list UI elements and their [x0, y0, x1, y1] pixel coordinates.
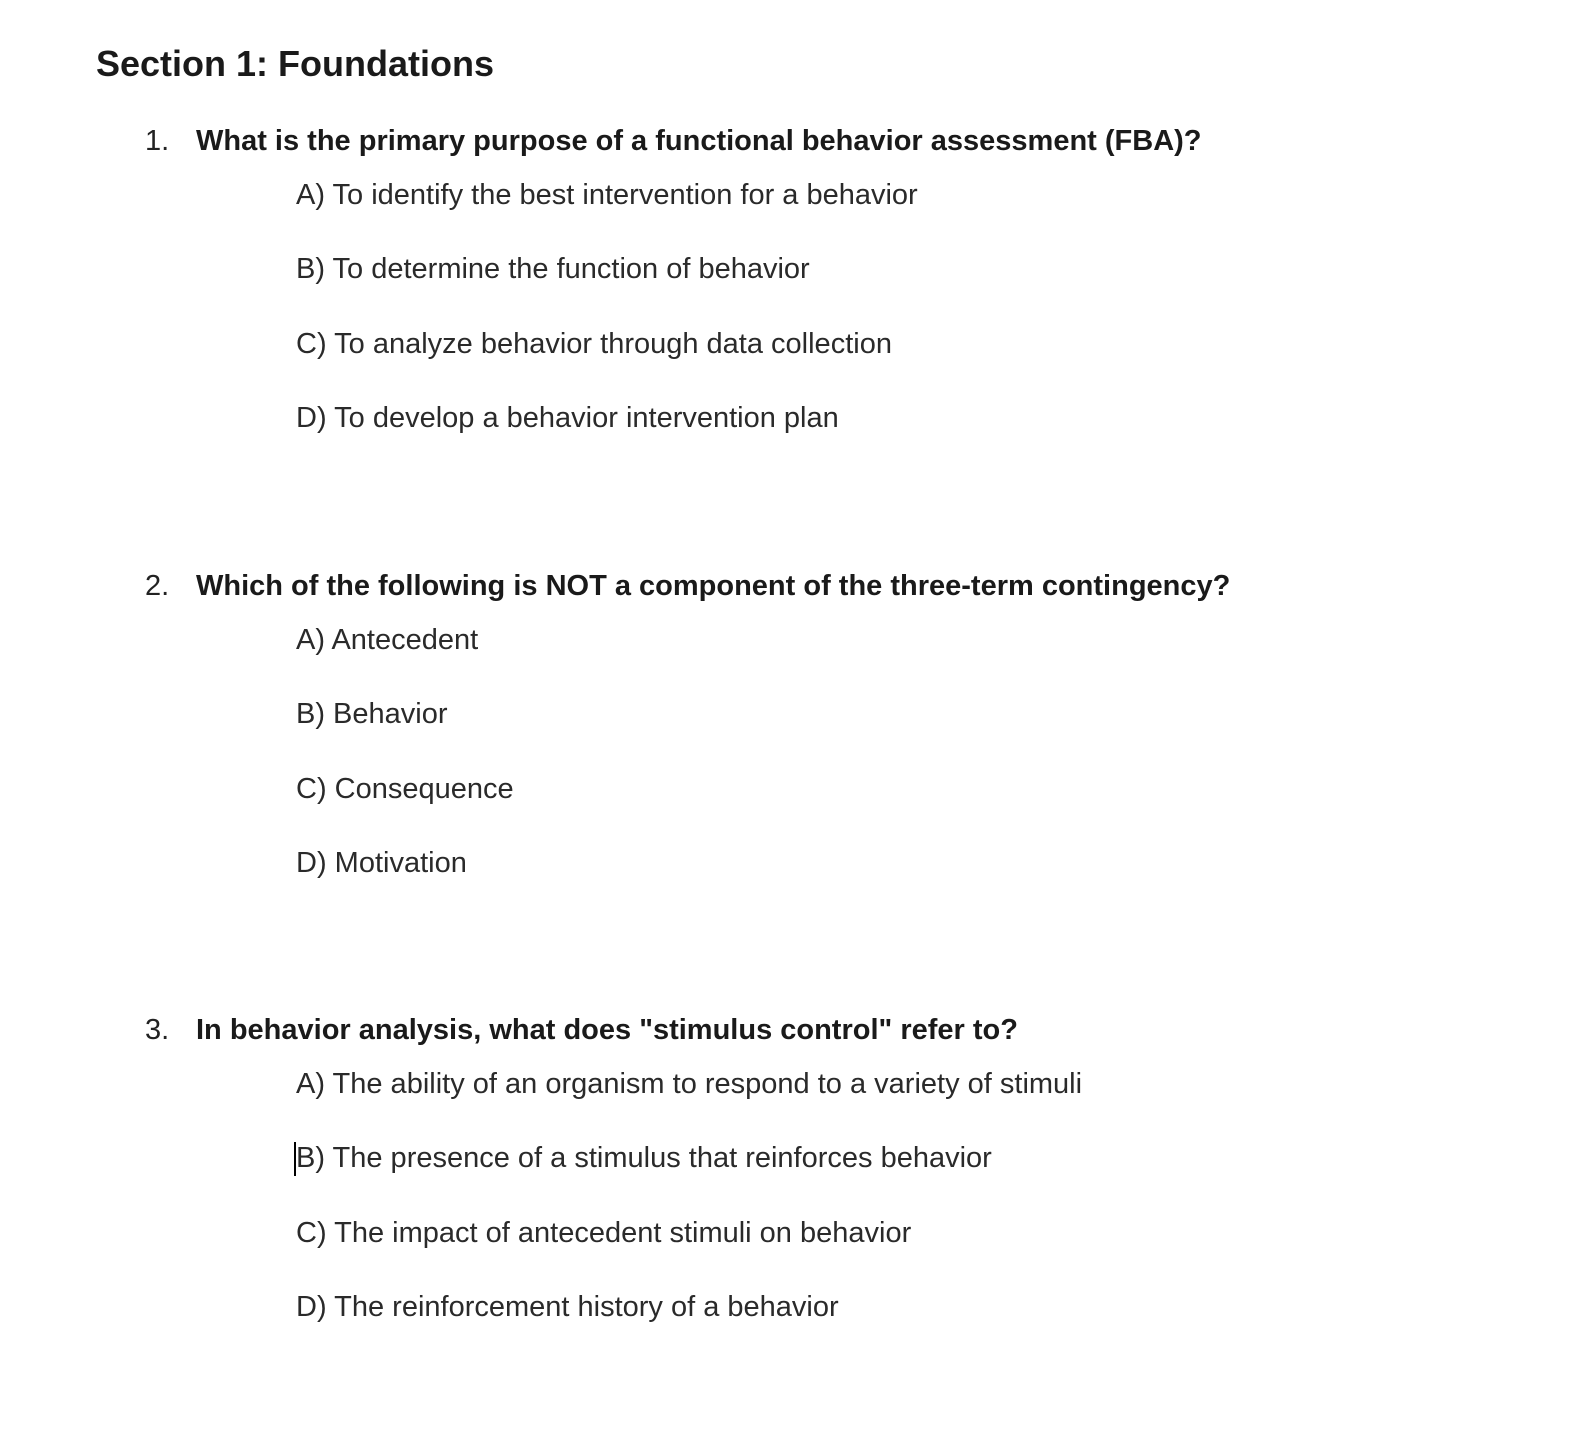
option-a: A) To identify the best intervention for a behavior: [296, 179, 918, 211]
question-header: [0, 121, 1588, 161]
question-2: [0, 566, 1588, 879]
option-d: D) To develop a behavior intervention plan: [296, 401, 839, 434]
question-number: 2.: [145, 570, 170, 602]
option-c: C) The impact of antecedent stimuli on behavior: [296, 1216, 912, 1249]
option-b: B) To determine the function of behavior: [296, 253, 810, 286]
section-title: Section 1: Foundations: [96, 43, 495, 84]
options-list: [296, 175, 918, 472]
option-b: B) Behavior: [296, 698, 448, 731]
option-c: C) Consequence: [296, 772, 514, 805]
question-text: In behavior analysis, what does "stimulus control" refer to?: [196, 1014, 1018, 1046]
question-header: [0, 1010, 1588, 1050]
options-list: [296, 620, 514, 917]
text-cursor: [294, 1142, 296, 1176]
option-c: C) To analyze behavior through data collection: [296, 327, 892, 360]
question-number: 1.: [145, 125, 170, 157]
question-header: [0, 566, 1588, 606]
option-b-with-caret[interactable]: [296, 1138, 1082, 1212]
question-3: [0, 1010, 1588, 1323]
option-a: A) The ability of an organism to respond to a variety of stimuli: [296, 1068, 1083, 1100]
question-1: [0, 121, 1588, 434]
option-b: B) The presence of a stimulus that reinforces behavior: [296, 1142, 992, 1175]
option-d: D) Motivation: [296, 846, 467, 879]
question-number: 3.: [145, 1014, 170, 1046]
question-text: Which of the following is NOT a component of the three-term contingency?: [196, 570, 1231, 602]
option-a: A) Antecedent: [296, 624, 479, 656]
question-text: What is the primary purpose of a functional behavior assessment (FBA)?: [196, 125, 1202, 157]
option-d: D) The reinforcement history of a behavior: [296, 1290, 839, 1323]
options-list: [296, 1064, 1082, 1361]
